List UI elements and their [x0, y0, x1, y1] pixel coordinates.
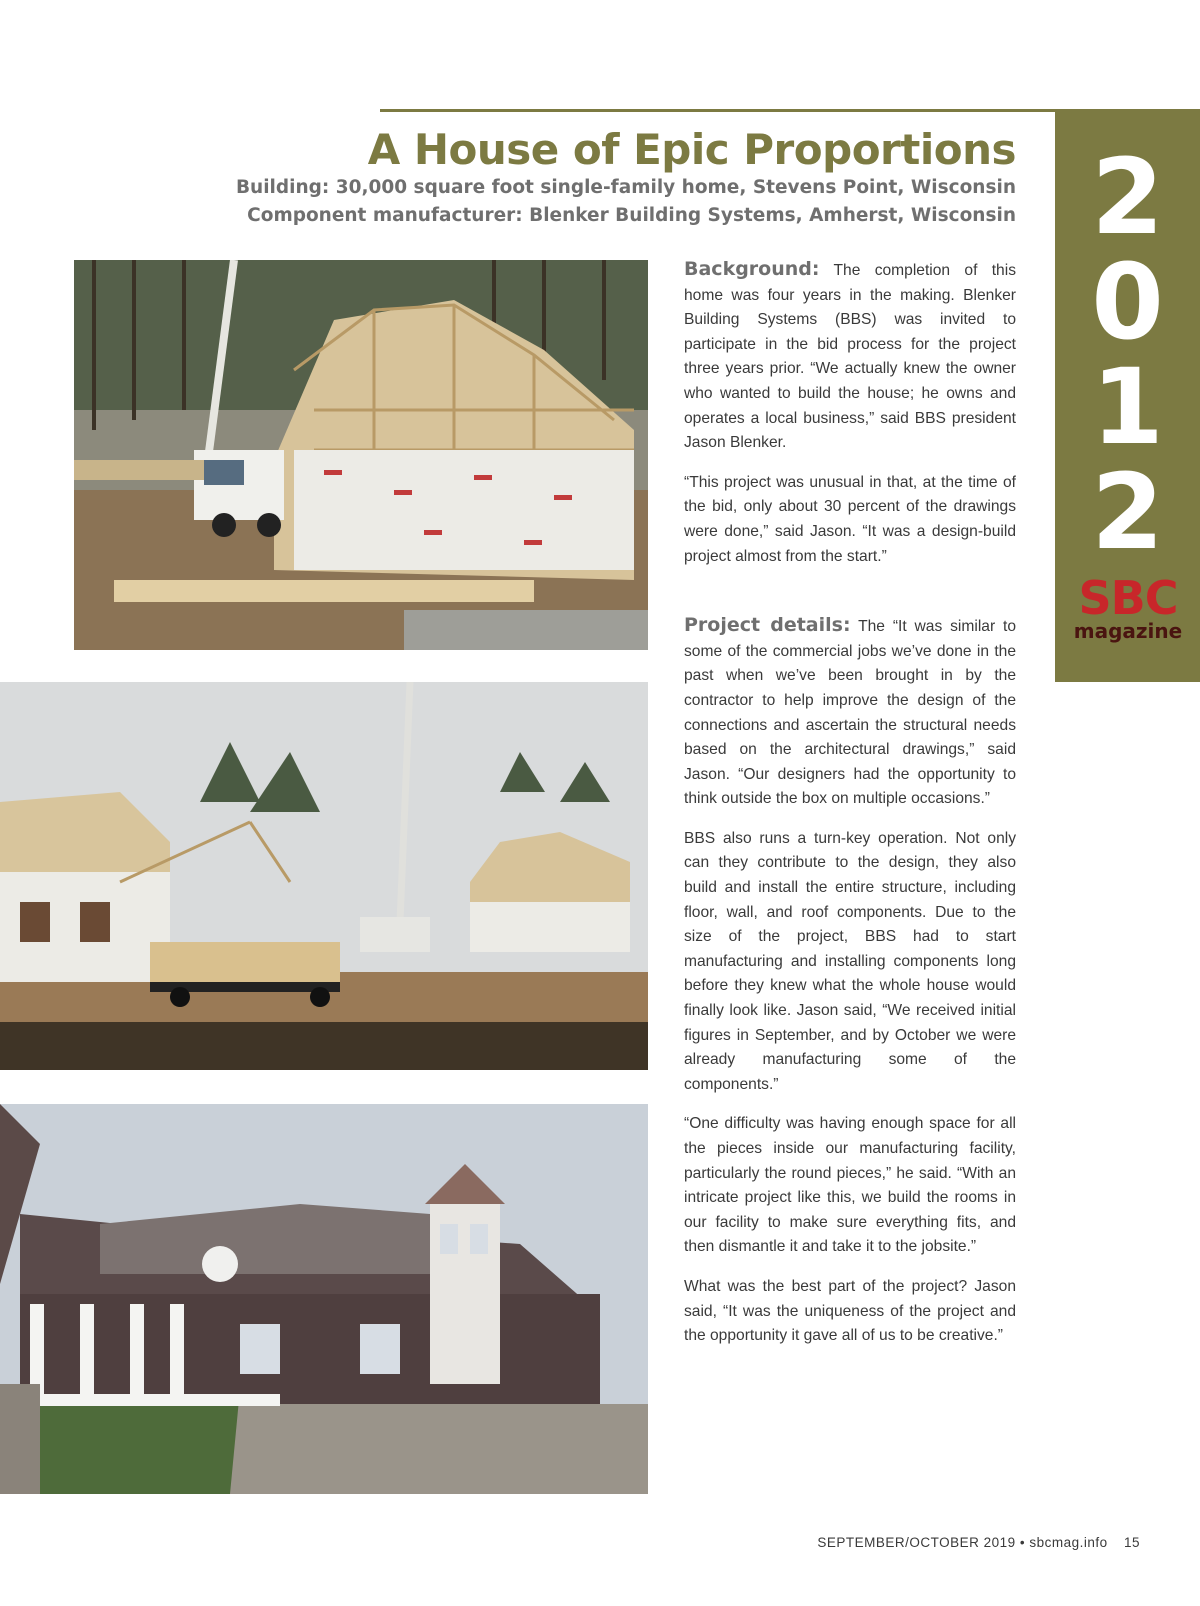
- difficulty-paragraph: “One difficulty was having enough space for all the pieces inside our manufacturing facility, particularly the round pieces,” he said. “With an intricate project like this, we build the rooms in our facility to make sure everything fits, and then dismantle it and take it to the jobsite.”: [684, 1115, 1016, 1256]
- article-body: [684, 257, 1016, 1364]
- project-details-text: The “It was similar to some of the commercial jobs we’ve done in the past when we’ve been brought in by the contractor to help improve the design of the connections and ascertain the structural needs based on the architectural drawings,” said Jason. “Our designers had the opportunity to think outside the box on multiple occasions.”: [684, 618, 1017, 808]
- photo-mansard-framing: [0, 682, 648, 1070]
- logo-sbc-text: SBC: [1078, 571, 1178, 625]
- year-digit: 0: [1091, 241, 1164, 363]
- year-digit: 1: [1091, 346, 1164, 468]
- background-paragraph: [684, 257, 1016, 456]
- year-digit: 2: [1091, 136, 1164, 258]
- footer-separator: •: [1019, 1535, 1026, 1550]
- turn-key-paragraph: BBS also runs a turn-key operation. Not only can they contribute to the design, they also build and install the entire structure, including floor, wall, and roof components. Due to the size of the project, BBS had to start manufacturing and installing components long before they knew what the whole house would finally look like. Jason said, “We received initial figures in September, and by October we were already manufacturing some of the components.”: [684, 829, 1016, 1093]
- project-details-paragraph: [684, 613, 1016, 812]
- page-number: 15: [1123, 1535, 1140, 1550]
- building-line: Building: 30,000 square foot single-family home, Stevens Point, Wisconsin: [235, 177, 1016, 198]
- project-details-lead: Project details:: [684, 614, 851, 637]
- sbc-magazine-logo: [1062, 571, 1194, 643]
- best-part-paragraph: What was the best part of the project? Jason said, “It was the uniqueness of the project and the opportunity it gave all of us to be creative.”: [684, 1277, 1016, 1345]
- page-footer: [817, 1535, 1140, 1550]
- component-manufacturer-line: Component manufacturer: Blenker Building Systems, Amherst, Wisconsin: [247, 205, 1016, 226]
- footer-issue: SEPTEMBER/OCTOBER 2019: [817, 1535, 1016, 1550]
- footer-site-link[interactable]: sbcmag.info: [1029, 1535, 1108, 1550]
- article-title: A House of Epic Proportions: [367, 125, 1016, 174]
- background-lead: Background:: [684, 258, 820, 280]
- year-digit: 2: [1091, 451, 1164, 573]
- background-text: The completion of this home was four years in the making. Blenker Building Systems (BBS) was invited to participate in the bid process for the project three years prior. “We actually knew the owner who wanted to build the house; he owns and operates a local business,” said BBS president Jason Blenker.: [684, 262, 1016, 452]
- logo-magazine-text: magazine: [1073, 619, 1183, 643]
- photo-finished-house: [0, 1104, 648, 1494]
- photo-truss-framing: [74, 260, 648, 650]
- unusual-project-paragraph: “This project was unusual in that, at the time of the bid, only about 30 percent of the drawings were done,” said Jason. “It was a design-build project almost from the start.”: [684, 473, 1016, 565]
